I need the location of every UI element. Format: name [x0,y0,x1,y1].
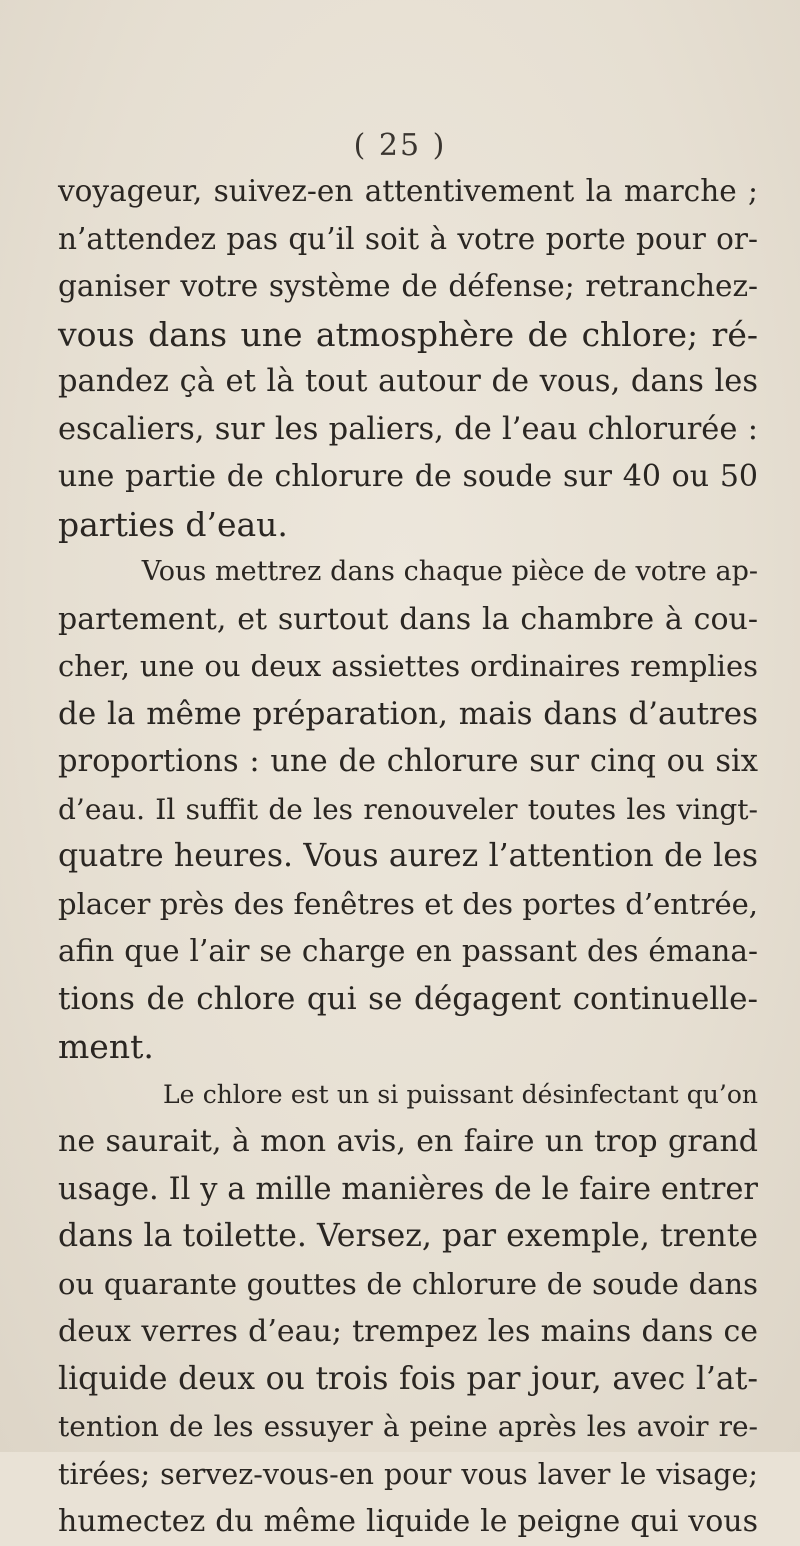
text-line: placer près des fenêtres et des portes d’entrée, [58,886,758,921]
text-line: ment. [58,1027,154,1066]
paragraph-first-line: Vous mettrez dans chaque pièce de votre ap- [141,556,758,587]
text-line: cher, une ou deux assiettes ordinaires remplies [58,649,758,683]
text-line: vous dans une atmosphère de chlore; ré- [58,314,758,354]
paragraph-first-line: Le chlore est un si puissant désinfectant qu’on [163,1079,758,1109]
text-line: humectez du même liquide le peigne qui vous [58,1504,758,1539]
text-line: quatre heures. Vous aurez l’attention de les [58,838,758,874]
text-line: ne saurait, à mon avis, en faire un trop grand [58,1124,758,1159]
text-line: ganiser votre système de défense; retranchez- [58,269,758,303]
text-line: parties d’eau. [58,504,288,544]
text-line: ou quarante gouttes de chlorure de soude dans [58,1266,758,1301]
text-line: pandez çà et là tout autour de vous, dans les [58,364,758,399]
text-line: d’eau. Il suffit de les renouveler toutes les vingt- [58,792,758,826]
text-line: deux verres d’eau; trempez les mains dans ce [58,1314,758,1349]
text-line: une partie de chlorure de soude sur 40 ou 50 [58,459,758,494]
text-line: proportions : une de chlorure sur cinq ou six [58,744,758,779]
text-line: n’attendez pas qu’il soit à votre porte pour or- [58,221,758,256]
text-line: tention de les essuyer à peine après les avoir re- [58,1410,758,1443]
text-line: usage. Il y a mille manières de le faire entrer [58,1171,758,1207]
text-line: de la même préparation, mais dans d’autres [58,695,758,732]
text-line: voyageur, suivez-en attentivement la marche ; [58,174,758,208]
text-line: tirées; servez-vous-en pour vous laver le visage; [58,1457,758,1491]
text-line: afin que l’air se charge en passant des émana- [58,934,758,968]
text-line: tions de chlore qui se dégagent continuelle- [58,980,758,1017]
text-line: partement, et surtout dans la chambre à cou- [58,601,758,637]
text-line: escaliers, sur les paliers, de l’eau chlorurée : [58,411,758,447]
text-line: liquide deux ou trois fois par jour, avec l’at- [58,1360,758,1397]
body-text [58,168,758,1546]
text-line: dans la toilette. Versez, par exemple, trente [58,1218,758,1254]
page-number: ( 25 ) [353,128,447,163]
